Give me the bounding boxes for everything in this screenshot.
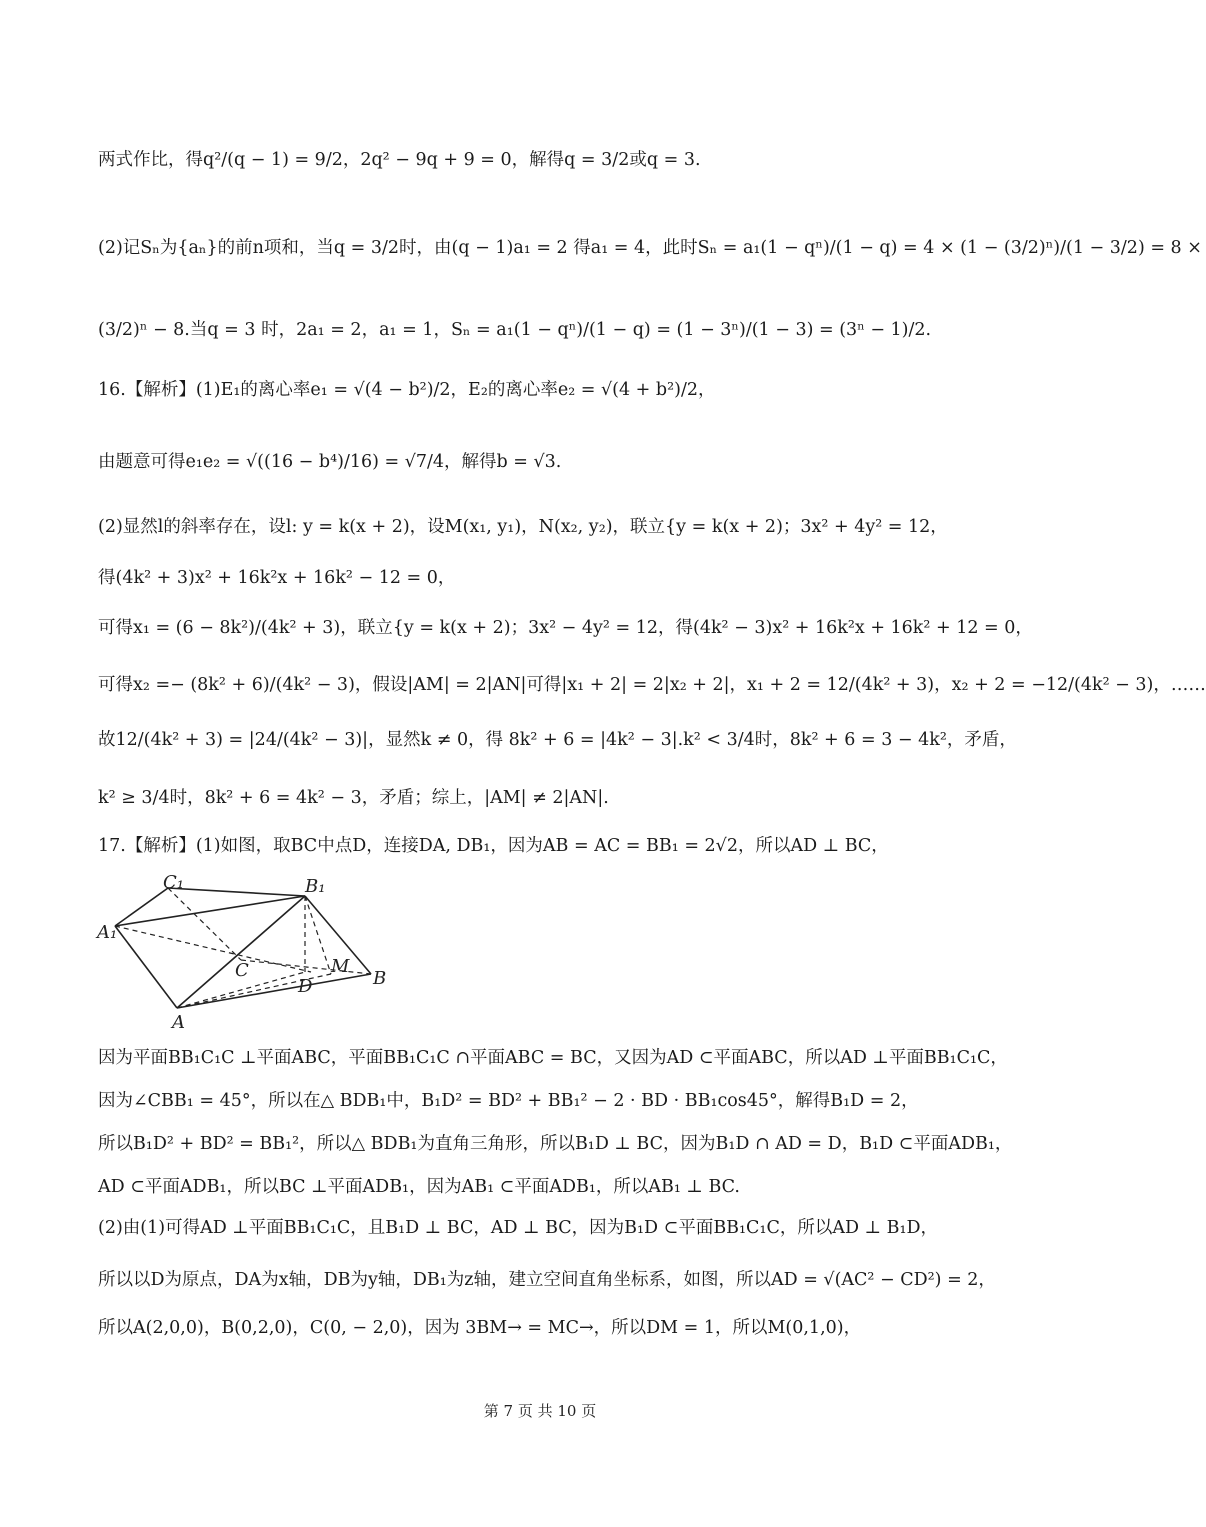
- text-line-12: 17.【解析】(1)如图，取BC中点D，连接DA, DB₁，因为AB = AC = BB₁ = 2√2，所以AD ⊥ BC，: [98, 836, 889, 856]
- text-line-18: 所以以D为原点，DA为x轴，DB为y轴，DB₁为z轴，建立空间直角坐标系，如图，所以AD = √(AC² − CD²) = 2，: [98, 1270, 996, 1290]
- text-line-19: 所以A(2,0,0)，B(0,2,0)，C(0, − 2,0)，因为 3BM→ = MC→，所以DM = 1，所以M(0,1,0)，: [98, 1318, 862, 1338]
- text-line-17: (2)由(1)可得AD ⊥平面BB₁C₁C，且B₁D ⊥ BC，AD ⊥ BC，因为B₁D ⊂平面BB₁C₁C，所以AD ⊥ B₁D，: [98, 1218, 939, 1238]
- text-line-13: 因为平面BB₁C₁C ⊥平面ABC，平面BB₁C₁C ∩平面ABC = BC，又因为AD ⊂平面ABC，所以AD ⊥平面BB₁C₁C，: [98, 1048, 1008, 1068]
- label-b: B: [373, 968, 387, 989]
- text-line-5: 由题意可得e₁e₂ = √((16 − b⁴)/16) = √7/4，解得b = √3.: [98, 452, 562, 472]
- label-a: A: [172, 1012, 185, 1033]
- text-line-2: (2)记Sₙ为{aₙ}的前n项和，当q = 3/2时，由(q − 1)a₁ = 2 得a₁ = 4，此时Sₙ = a₁(1 − qⁿ)/(1 − q) = 4 × (1 − (3/2)ⁿ)/(1 − 3/2) = 8 ×: [98, 238, 1202, 258]
- label-c1: C₁: [163, 872, 184, 893]
- label-a1: A₁: [97, 922, 118, 943]
- text-line-8: 可得x₁ = (6 − 8k²)/(4k² + 3)，联立{y = k(x + 2)；3x² − 4y² = 12，得(4k² − 3)x² + 16k²x + 16k² + 12 = 0，: [98, 618, 1033, 638]
- text-line-7: 得(4k² + 3)x² + 16k²x + 16k² − 12 = 0，: [98, 568, 456, 588]
- text-line-4: 16.【解析】(1)E₁的离心率e₁ = √(4 − b²)/2，E₂的离心率e₂ = √(4 + b²)/2，: [98, 380, 716, 400]
- text-line-1: 两式作比，得q²/(q − 1) = 9/2，2q² − 9q + 9 = 0，解得q = 3/2或q = 3.: [98, 150, 701, 170]
- label-c: C: [235, 960, 249, 981]
- text-line-9: 可得x₂ =− (8k² + 6)/(4k² − 3)，假设|AM| = 2|AN|可得|x₁ + 2| = 2|x₂ + 2|，x₁ + 2 = 12/(4k² + 3)，x₂ + 2 = −12/(4k² − 3)，……: [98, 675, 1206, 695]
- prism-figure: [95, 868, 405, 1038]
- label-d: D: [298, 976, 313, 997]
- text-line-11: k² ≥ 3/4时，8k² + 6 = 4k² − 3，矛盾；综上，|AM| ≠ 2|AN|.: [98, 788, 609, 808]
- page-footer: 第 7 页 共 10 页: [483, 1402, 597, 1420]
- text-line-3: (3/2)ⁿ − 8.当q = 3 时，2a₁ = 2，a₁ = 1，Sₙ = a₁(1 − qⁿ)/(1 − q) = (1 − 3ⁿ)/(1 − 3) = (3ⁿ − 1)/2.: [98, 320, 932, 340]
- label-b1: B₁: [305, 876, 326, 897]
- text-line-14: 因为∠CBB₁ = 45°，所以在△ BDB₁中，B₁D² = BD² + BB₁² − 2 · BD · BB₁cos45°，解得B₁D = 2，: [98, 1091, 919, 1111]
- text-line-6: (2)显然l的斜率存在，设l: y = k(x + 2)，设M(x₁, y₁)，N(x₂, y₂)，联立{y = k(x + 2)；3x² + 4y² = 12，: [98, 517, 948, 537]
- text-line-15: 所以B₁D² + BD² = BB₁²，所以△ BDB₁为直角三角形，所以B₁D ⊥ BC，因为B₁D ∩ AD = D，B₁D ⊂平面ADB₁，: [98, 1134, 1013, 1154]
- label-m: M: [331, 956, 350, 977]
- text-line-16: AD ⊂平面ADB₁，所以BC ⊥平面ADB₁，因为AB₁ ⊂平面ADB₁，所以AB₁ ⊥ BC.: [98, 1177, 740, 1197]
- text-line-10: 故12/(4k² + 3) = |24/(4k² − 3)|，显然k ≠ 0，得 8k² + 6 = |4k² − 3|.k² < 3/4时，8k² + 6 = 3 − 4k²，矛盾，: [98, 730, 1017, 750]
